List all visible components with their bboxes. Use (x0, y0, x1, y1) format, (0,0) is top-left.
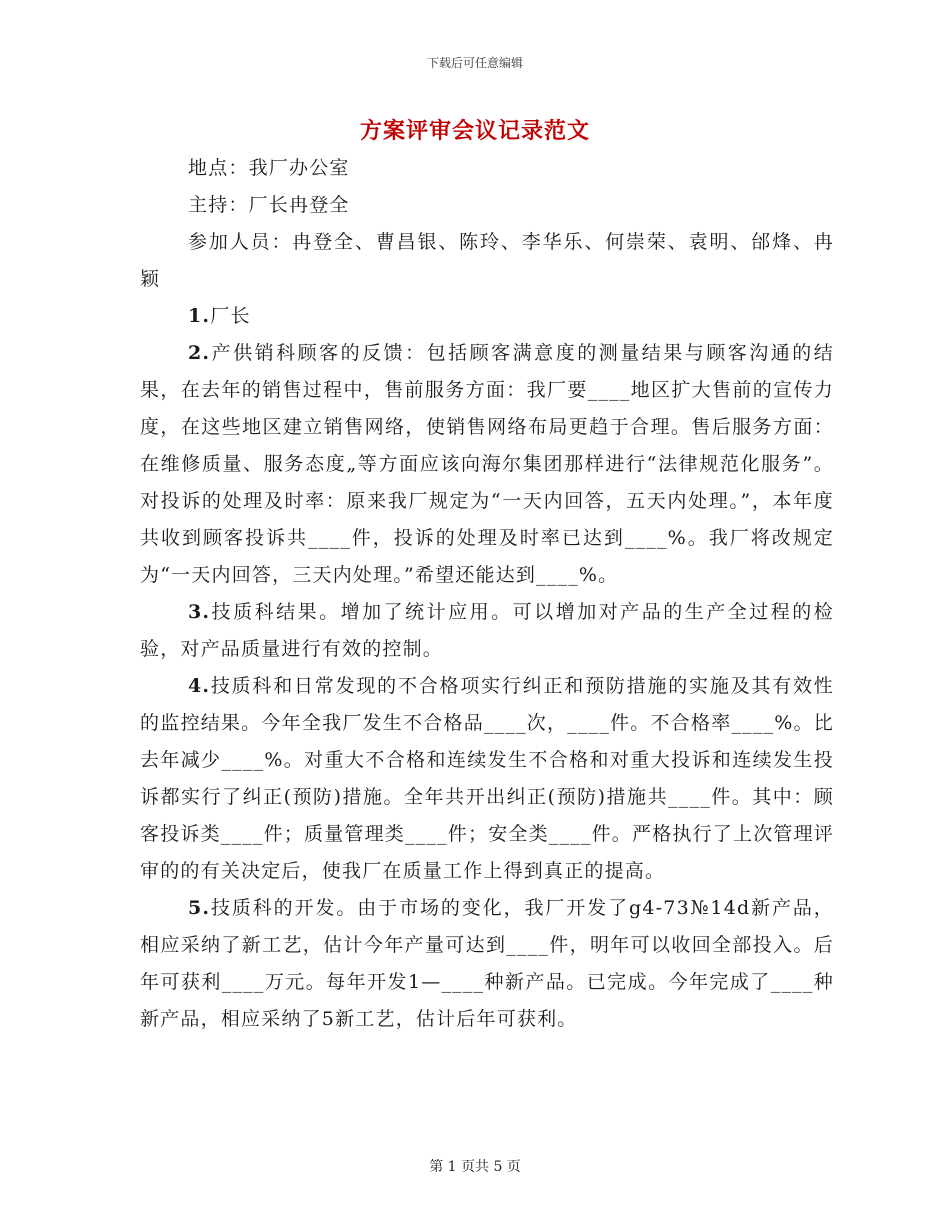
agenda-item-text: 技质科结果。增加了统计应用。可以增加对产品的生产全过程的检验，对产品质量进行有效的控制。 (140, 601, 834, 660)
agenda-item-number: 5. (188, 897, 211, 919)
page-footer: 第 1 页共 5 页 (429, 1159, 521, 1175)
agenda-item-text: 技质科和日常发现的不合格项实行纠正和预防措施的实施及其有效性的监控结果。今年全我厂发生不合格品____次，____件。不合格率____%。比去年减少____%。对重大不合格和连续发生不合格和对重大投诉和连续发生投诉都实行了纠正(预防)措施。全年共开出纠正(预防)措施共____件。其中：顾客投诉类____件；质量管理类____件；安全类____件。严格执行了上次管理评审的的有关决定后，使我厂在质量工作上得到真正的提高。 (140, 675, 835, 882)
agenda-item-number: 1. (188, 305, 211, 327)
agenda-item-text: 技质科的开发。由于市场的变化，我厂开发了g4-73№14d新产品，相应采纳了新工艺，估计今年产量可达到____件，明年可以收回全部投入。后年可获利____万元。每年开发1—____种新产品。已完成。今年完成了____种新产品，相应采纳了5新工艺，估计后年可获利。 (140, 897, 834, 1030)
agenda-item-text: 产供销科顾客的反馈：包括顾客满意度的测量结果与顾客沟通的结果，在去年的销售过程中，售前服务方面：我厂要____地区扩大售前的宣传力度，在这些地区建立销售网络，使销售网络布局更趋于合理。售后服务方面：在维修质量、服务态度„等方面应该向海尔集团那样进行“法律规范化服务”。对投诉的处理及时率：原来我厂规定为“一天内回答，五天内处理。”，本年度共收到顾客投诉共____件，投诉的处理及时率已达到____%。我厂将改规定为“一天内回答，三天内处理。”希望还能达到____%。 (140, 342, 834, 586)
agenda-item-text: 厂长 (210, 305, 251, 327)
agenda-item-4 (140, 668, 834, 890)
agenda-item-number: 4. (188, 675, 211, 697)
agenda-item-3 (140, 594, 834, 668)
agenda-item-number: 2. (188, 342, 211, 364)
document-body (140, 150, 834, 1038)
header-note: 下载后可任意编辑 (426, 56, 523, 70)
agenda-item-2 (140, 335, 834, 594)
document-title: 方案评审会议记录范文 (359, 118, 590, 144)
agenda-item-number: 3. (188, 601, 211, 623)
agenda-item-5 (140, 890, 834, 1038)
meeting-host: 主持：厂长冉登全 (188, 194, 350, 216)
meeting-location: 地点：我厂办公室 (188, 157, 350, 179)
meeting-attendees: 参加人员：冉登全、曹昌银、陈玲、李华乐、何崇荣、袁明、邰烽、冉颖 (140, 231, 834, 290)
agenda-item-1 (140, 298, 834, 335)
